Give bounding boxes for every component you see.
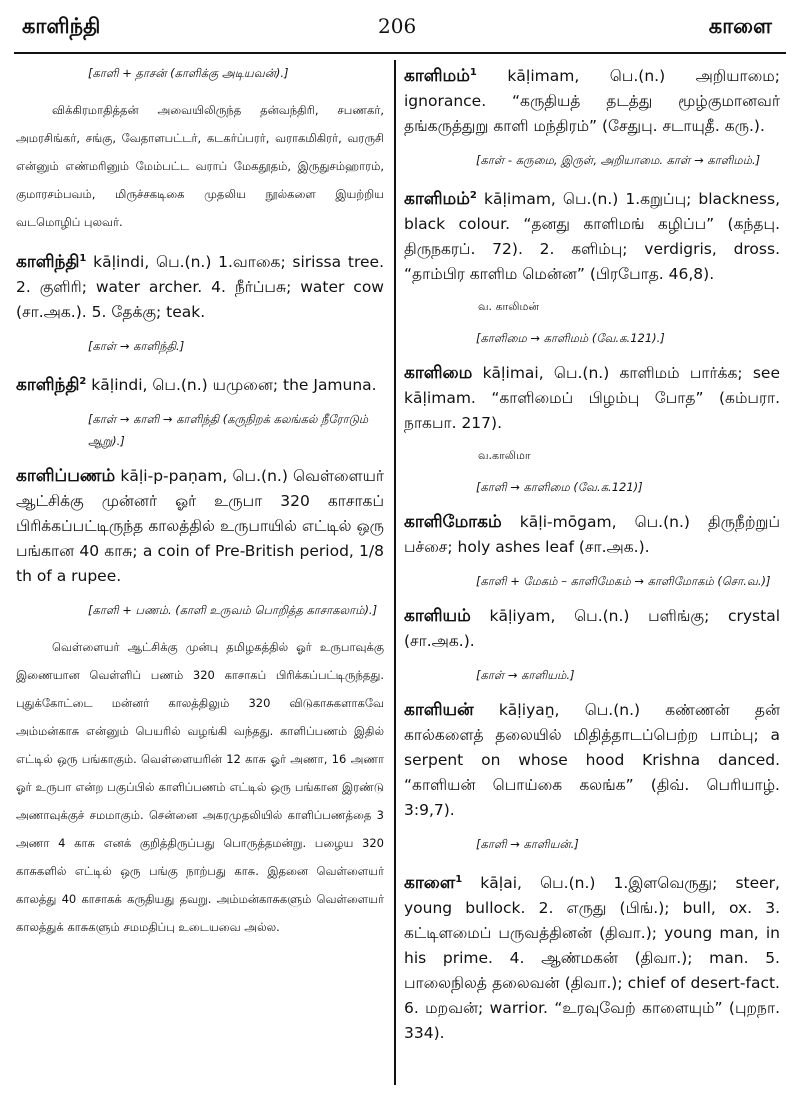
headword: காளிப்பணம் <box>16 466 116 487</box>
headword: காளை <box>404 873 456 894</box>
headword: காளிந்தி <box>16 252 80 273</box>
dictionary-entry <box>404 60 780 139</box>
etymology: [காள் → காளி → காளிந்தி (கருநிறக் கலங்கல் நீரோடும் ஆறு).] <box>88 412 369 449</box>
etymology: [காளி → காளிமை (வே.க.121)] <box>476 480 643 495</box>
dictionary-entry <box>404 510 780 560</box>
etymology: [காளி → காளியன்.] <box>476 837 579 852</box>
dictionary-entry <box>16 464 384 589</box>
definition: kāḷindi, பெ.(n.) யமுனை; the Jamuna. <box>91 376 377 395</box>
definition: kāḷi-mōgam, பெ.(n.) திருநீற்றுப் பச்சை; holy ashes leaf (சா.அக.). <box>404 513 780 557</box>
page-header <box>0 0 800 52</box>
note-paragraph: வெள்ளையர் ஆட்சிக்கு முன்பு தமிழகத்தில் ஓர் உருபாவுக்கு இணையான வெள்ளிப் பணம் 320 காசாகப் பிரிக்கப்பட்டிருந்தது. புதுக்கோட்டை மன்னர் காலத்திலும் 320 விடுகாசுகளாகவே அம்மன்காசு என்னும் பெயரில் வழங்கி வந்தது. காளிப்பணம் இதில் எட்டில் ஒரு பங்காகும். வெள்ளையரின் 12 காசு ஓர் அணா, 16 அணா ஓர் உருபா என்ற பகுப்பில் காளிப்பணம் எட்டில் ஒரு பங்கான இரண்டு அணாவுக்குச் சமமாகும். சென்னை அகரமுதலியில் காளிப்பணத்தை 3 அணா 4 காசு எனக் குறித்திருப்பது பொருத்தமன்று. பழைய 320 காசுகளில் எட்டில் ஒரு பங்கு நாற்பது காசு. இதனை வெள்ளையர் காலத்து 40 காசாகக் கருதியது தவறு. அம்மன்காசுகளும் வெள்ளையர் காலத்துக் காசுகளும் சமமதிப்பு உடையவை அல்ல. <box>16 640 384 935</box>
headword-superscript: 2 <box>79 376 87 388</box>
source-word: வ. காலிமன் <box>478 300 540 314</box>
definition: kāḷiyam, பெ.(n.) பளிங்கு; crystal (சா.அக.). <box>404 607 781 651</box>
column-divider <box>394 60 396 1085</box>
definition: kāḷindi, பெ.(n.) 1.வாகை; sirissa tree. 2. குளிரி; water archer. 4. நீர்ப்பசு; water cow (சா.அக.). 5. தேக்கு; teak. <box>16 253 384 322</box>
dictionary-entry <box>404 361 780 436</box>
definition: kāḷimam, பெ.(n.) அறியாமை; ignorance. “கருதியத் தடத்து மூழ்குமானவர் தங்கருத்துறு காளி மந்திரம்” (சேதுபு. சடாயுதீ. கரு.). <box>404 67 780 136</box>
dictionary-entry <box>404 183 780 287</box>
dictionary-entry <box>404 604 780 654</box>
headword-superscript: 2 <box>469 190 477 202</box>
dictionary-entry <box>404 867 780 1046</box>
left-running-headword: காளிந்தி <box>22 14 101 38</box>
etymology: [காளி + மேகம் – காளிமேகம் → காளிமோகம் (சொ.வ.)] <box>476 574 771 589</box>
definition: kāḷiyaṉ, பெ.(n.) கண்ணன் தன் கால்களைத் தலையில் மிதித்தாடப்பெற்ற பாம்பு; a serpent on whose hood Krishna danced. “காளியன் பொய்கை கலங்க” (திவ். பெரியாழ். 3:9,7). <box>404 701 780 820</box>
headword-superscript: 1 <box>469 67 477 78</box>
note-paragraph: விக்கிரமாதித்தன் அவையிலிருந்த தன்வந்திரி, சபணகர், அமரசிங்கர், சங்கு, வேதாளபட்டர், கடகர்ப்பரர், வராகமிகிரர், வரருசி என்னும் எண்மரினும் மேம்பட்ட வராப் மேகதூதம், இருதுசம்ஹாரம், குமாரசம்பவம், மிருச்சகடிகை முதலிய நூல்களை இயற்றிய வடமொழிப் புலவர். <box>16 103 384 229</box>
headword-superscript: 1 <box>455 874 463 886</box>
etymology: [காளிமை → காளிமம் (வே.க.121).] <box>476 331 665 346</box>
etymology: [காள் → காளியம்.] <box>476 668 575 683</box>
dictionary-entry <box>16 369 384 398</box>
headword: காளிமை <box>404 363 473 384</box>
etymology: [காள் - கருமை, இருள், அறியாமை. காள் → காளிமம்.] <box>476 153 761 168</box>
definition: kāḷai, பெ.(n.) 1.இளவெருது; steer, young bullock. 2. எருது (பிங்.); bull, ox. 3. கட்டிளமைப் பருவத்தினன் (திவா.); young man, in his prime. 4. ஆண்மகன் (திவா.); man. 5. பாலைநிலத் தலைவன் (திவா.); chief of desert-fact. 6. மறவன்; warrior. “உரவுவேற் காளையும்” (புறநா. 334). <box>404 874 780 1043</box>
definition: kāḷimam, பெ.(n.) 1.கறுப்பு; blackness, black colour. “தனது காளிமங் கழிப்ப” (கந்தபு. திருநகரப். 72). 2. களிம்பு; verdigris, dross. “தாம்பிர காளிம மென்ன” (பிரபோத. 46,8). <box>404 190 780 284</box>
right-running-headword: காளை <box>708 14 772 38</box>
dictionary-entry <box>404 698 780 823</box>
headword: காளிமோகம் <box>404 512 502 533</box>
definition: kāḷimai, பெ.(n.) காளிமம் பார்க்க; see kāḷimam. “காளிமைப் பிழம்பு போத” (கம்பரா. நாகபா. 217). <box>404 364 780 433</box>
header-rule <box>14 52 786 54</box>
left-column <box>16 60 384 951</box>
etymology: [காள் → காளிந்தி.] <box>88 339 185 354</box>
source-word: வ.காலிமா <box>478 449 531 463</box>
headword: காளிமம் <box>404 66 470 87</box>
headword: காளிந்தி <box>16 375 80 396</box>
dictionary-entry <box>16 246 384 325</box>
headword: காளிமம் <box>404 189 470 210</box>
etymology: [காளி + தாசன் (காளிக்கு அடியவன்).] <box>88 66 289 80</box>
etymology: [காளி + பணம். (காளி உருவம் பொறித்த காசாகலாம்).] <box>88 603 378 618</box>
headword-superscript: 1 <box>79 253 87 264</box>
headword: காளியம் <box>404 606 471 627</box>
headword: காளியன் <box>404 700 474 721</box>
right-column <box>404 60 780 1056</box>
page-number: 206 <box>378 14 417 38</box>
definition: kāḷi-p-paṇam, பெ.(n.) வெள்ளையர் ஆட்சிக்கு முன்னர் ஓர் உருபா 320 காசாகப் பிரிக்கப்பட்டிருந்த காலத்தில் உருபாயில் எட்டில் ஒரு பங்கான 40 காசு; a coin of Pre-British period, 1/8 th of a rupee. <box>16 467 384 586</box>
